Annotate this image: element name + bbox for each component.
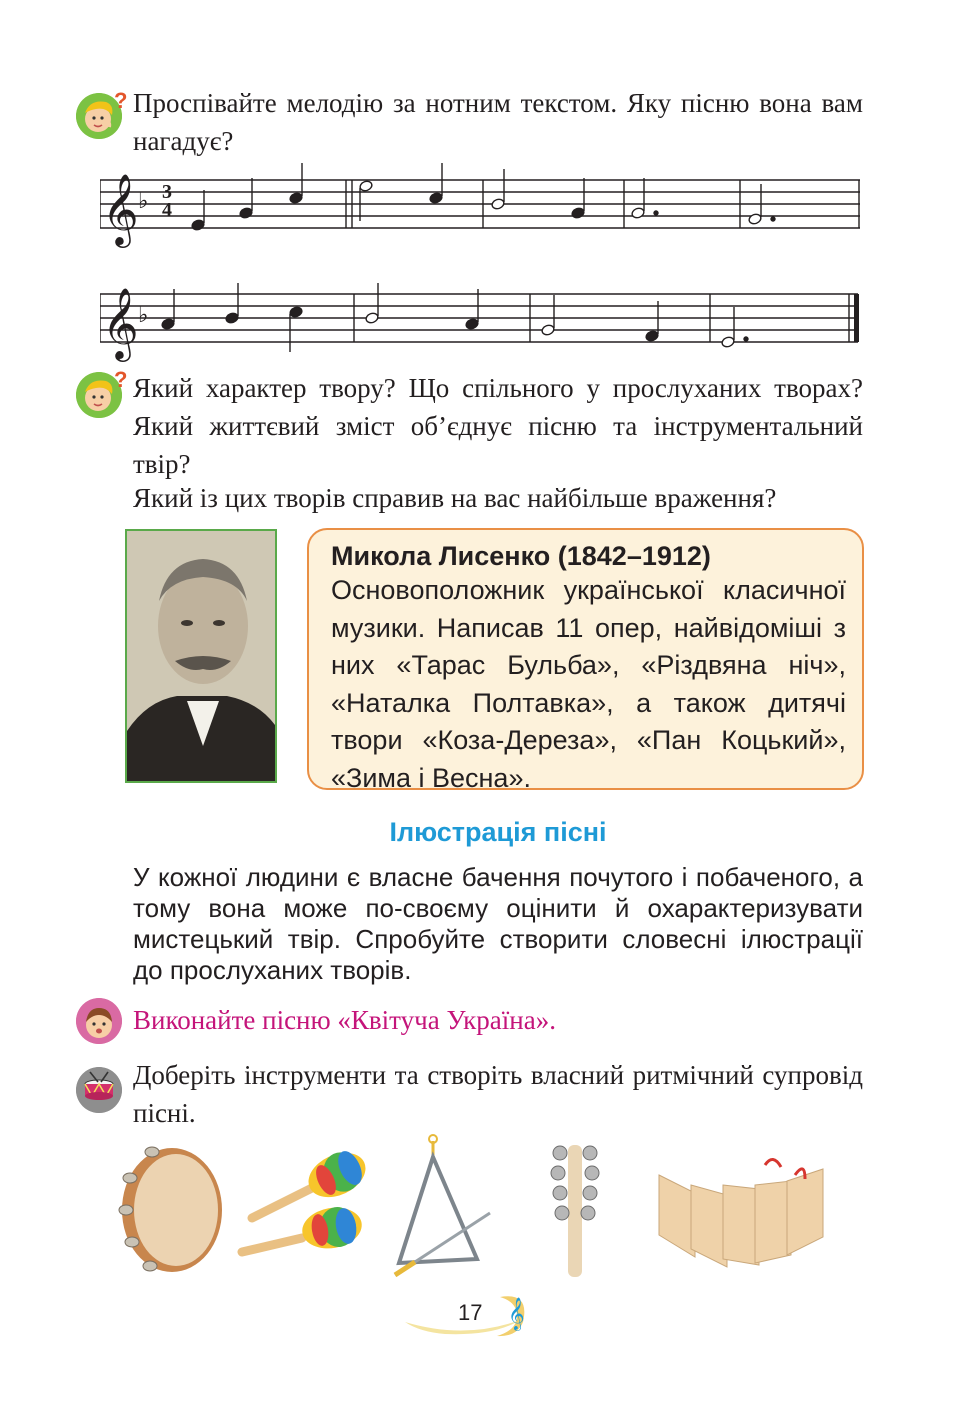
section-text: У кожної людини є власне бачення почутого і побаченого, а тому вона може по-своєму оцінити й охарактеризувати мистецький твір. Спробуйте створити словесні ілюстрації до прослуханих творів. [133, 862, 863, 985]
music-staff-1 [100, 158, 860, 248]
svg-text:4: 4 [162, 199, 172, 221]
svg-text:♭: ♭ [138, 189, 149, 214]
tambourine-icon [110, 1138, 230, 1278]
maracas-icon [232, 1150, 372, 1265]
drum-icon [76, 1067, 122, 1113]
clapper-icon [655, 1145, 835, 1275]
task3-text: Виконайте пісню «Квітуча Україна». [133, 1005, 556, 1035]
jingle-stick-icon [540, 1135, 610, 1280]
svg-text:♭: ♭ [138, 303, 149, 328]
portrait-photo [125, 529, 277, 783]
task4-text: Доберіть інструменти та створіть власний ритмічний супровід пісні. [133, 1060, 863, 1128]
bio-text: Основоположник української класичної музики. Написав 11 опер, найвідоміші з них «Тарас Бульба», «Різдвяна ніч», «Наталка Полтавка», а також дитячі твори «Коза-Дереза», «Пан Коцький», «Зима і Весна». [331, 575, 846, 793]
task2-text: Який характер твору? Що спільного у прослуханих творах? Який життєвий зміст об’єднує пісню та інструментальний твір? [133, 373, 863, 479]
question-mark-icon: ? [114, 88, 128, 113]
section-heading: Ілюстрація пісні [389, 817, 607, 847]
page-number: 17 [458, 1300, 483, 1325]
task1-text: Проспівайте мелодію за нотним текстом. Яку пісню вона вам нагадує? [133, 88, 863, 156]
singing-boy-icon [76, 998, 122, 1044]
question-mark-icon: ? [114, 367, 128, 392]
biography-box [307, 528, 864, 793]
treble-clef-icon: 𝄞 [508, 1297, 525, 1330]
task2-text2: Який із цих творів справив на вас найбільше враження? [133, 483, 777, 513]
triangle-icon [385, 1133, 505, 1281]
bio-title: Микола Лисенко (1842–1912) [331, 541, 711, 571]
music-staff-2 [100, 272, 860, 362]
svg-text:𝄞: 𝄞 [102, 172, 139, 245]
svg-text:3: 3 [162, 181, 172, 203]
svg-text:𝄞: 𝄞 [102, 286, 139, 359]
